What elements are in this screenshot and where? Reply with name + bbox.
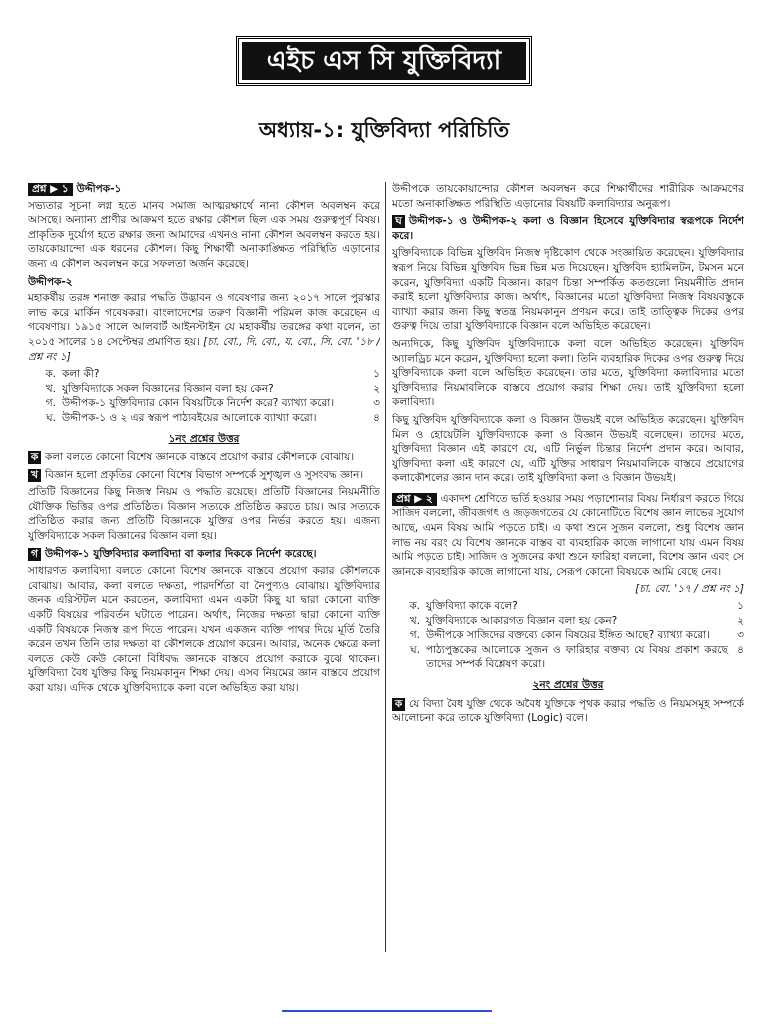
answer-1-gha-para: যুক্তিবিদ্যাকে বিভিন্ন যুক্তিবিদ নিজস্ব দৃষ্টিকোণ থেকে সংজ্ঞায়িত করেছেন। যুক্তিবিদ্যার স্বরূপ নিয়ে বিভিন্ন যুক্তিবিদ ভিন্ন ভিন্ন মত দিয়েছেন। যুক্তিবিদ হ্যামিলটন, টমসন মনে করেন, যুক্তিবিদ্যা একটি বিজ্ঞান। কারণ চিন্তা সম্পর্কিত কতগুলো নিয়মনীতি প্রদান করাই হলো যুক্তিবিদ্যার কাজ। অর্থাৎ, বিজ্ঞানের মতো যুক্তিবিদ্যা নিজস্ব বিষয়বস্তুকে ব্যাখ্যা করার জন্য কিছু স্বতন্ত্র নিয়মকানুন প্রণয়ন করে। তাই তাত্ত্বিক দিকের ওপর গুরুত্ব দিয়ে তারা যুক্তিবিদ্যাকে বিজ্ঞান বলে অভিহিত করেছেন। (392, 247, 744, 333)
subquestion (28, 367, 380, 382)
chapter-heading: অধ্যায়-১: যুক্তিবিদ্যা পরিচিতি (258, 118, 510, 142)
answer-1-kha-body: প্রতিটি বিজ্ঞানের কিছু নিজস্ব নিয়ম ও পদ্ধতি রয়েছে। প্রতিটি বিজ্ঞানের নিয়মনীতি যৌক্তিক ভিত্তির ওপর প্রতিষ্ঠিত। বিজ্ঞান সত্যকে প্রতিষ্ঠিত করতে চায়। আর সত্যকে প্রতিষ্ঠিত করার জন্য প্রতিটি বিজ্ঞানকে যুক্তির ওপর নির্ভর করতে হয়। এজন্য যুক্তিবিদ্যাকে সকল বিজ্ঞানের বিজ্ঞান বলা হয়। (28, 486, 380, 543)
question-1-badge: প্রশ্ন ▶ ১ (28, 183, 73, 196)
stimulus-1-text: সভ্যতার সূচনা লগ্ন হতে মানব সমাজ আত্মরক্ষার্থে নানা কৌশল অবলম্বন করে আসছে। অন্যান্য প্রাণীর আক্রমণ হতে রক্ষার কৌশল ছিল এক সময় গুরুত্বপূর্ণ বিষয়। প্রাকৃতিক দুর্যোগ হতে রক্ষার জন্য আমাদের এখনও নানা কৌশল অবলম্বন করতে হয়। তায়কোয়ান্দো এক ধরনের কৌশল। কিছু শিক্ষার্থী অনাকাঙ্ক্ষিত পরিস্থিতি এড়ানোর জন্য এ কৌশল অবলম্বন করে সফলতা অর্জন করেছে। (28, 199, 380, 270)
footer-link-underline (282, 1010, 492, 1012)
answer-1-gha-para: অন্যদিকে, কিছু যুক্তিবিদ যুক্তিবিদ্যাকে কলা বলে অভিহিত করেছেন। যুক্তিবিদ অ্যালড্রিচ মনে করেন, যুক্তিবিদ্যা হলো কলা। তিনি ব্যবহারিক দিকের ওপর গুরুত্ব দিয়ে যুক্তিবিদ্যাকে কলা বলে অভিহিত করেছেন। তার মতে, যুক্তিবিদ্যা কলাবিদ্যার মতো যুক্তিবিদ্যার নিয়মাবলিকে বাস্তবে প্রয়োগ করার শিক্ষা দেয়। তাই যুক্তিবিদ্যা হলো কলাবিদ্যা। (392, 337, 744, 409)
stimulus-2-body: মহাকর্ষীয় তরঙ্গ শনাক্ত করার পদ্ধতি উদ্ভাবন ও গবেষণার জন্য ২০১৭ সালে পুরস্কার লাভ করে মার্কিন গবেষকরা। বাংলাদেশের তরুণ বিজ্ঞানী পরিমল কাজ করেছেন এ গবেষণায়। ১৯১৫ সালে আলবার্ট আইনস্টাইন যে মহাকর্ষীয় তরঙ্গের কথা বলেন, তা ২০১৫ সালের ১৪ সেপ্টেম্বর প্রমাণিত হয়। (28, 292, 380, 348)
subquestion-mark: ৪ (737, 643, 744, 656)
subquestion (28, 396, 380, 411)
subquestion-text: যুক্তিবিদ্যাকে আকারগত বিজ্ঞান বলা হয় কেন? (426, 614, 618, 627)
stimulus-2-text (28, 291, 380, 364)
subquestion (28, 382, 380, 397)
answer-1-ka (28, 450, 380, 465)
subquestion-mark: ১ (737, 600, 744, 613)
answer-1-heading: ১নং প্রশ্নের উত্তর (168, 432, 240, 445)
question-2-stem (392, 492, 744, 580)
answer-text: যে বিদ্যা বৈধ যুক্তি থেকে অবৈধ যুক্তিকে পৃথক করার পদ্ধতি ও নিয়মসমূহ সম্পর্কে আলোচনা করে তাকে যুক্তিবিদ্যা (Logic) বলে। (392, 697, 744, 725)
subquestion-label: ক. (409, 600, 420, 613)
subquestion-mark: ৪ (373, 411, 380, 424)
subquestion (392, 599, 744, 614)
answer-tag: গ (28, 548, 41, 561)
subquestion-label: ঘ. (46, 411, 56, 424)
answer-tag: খ (28, 469, 41, 482)
answer-tag: ক (28, 451, 41, 464)
answer-lead: উদ্দীপক-১ যুক্তিবিদ্যার কলাবিদ্যা বা কলার দিককে নির্দেশ করেছে। (45, 547, 317, 560)
subquestion-label: গ. (409, 629, 420, 642)
subquestion (392, 628, 744, 643)
question-1-header (28, 182, 380, 197)
subquestion-text: উদ্দীপকে সাজিদের বক্তব্যে কোন বিষয়ের ইঙ্গিত আছে? ব্যাখ্যা করো। (426, 629, 710, 642)
answer-lead: বিজ্ঞান হলো প্রকৃতির কোনো বিশেষ বিভাগ সম্পর্কে সুশৃঙ্খল ও সুসংবদ্ধ জ্ঞান। (45, 468, 364, 481)
question-2-source: [চা. বো. '১৭ / প্রশ্ন নং ১] (635, 583, 744, 596)
question-1-subquestions (28, 367, 380, 425)
subquestion (392, 643, 744, 672)
answer-1-ga (28, 547, 380, 562)
subquestion-text: উদ্দীপক-১ ও ২ এর স্বরূপ পাঠ্যবইয়ের আলোকে ব্যাখ্যা করো। (62, 411, 317, 424)
answer-1-ga-body: সাধারণত কলাবিদ্যা বলতে কোনো বিশেষ জ্ঞানকে বাস্তবে প্রয়োগ করার কৌশলকে বোঝায়। আবার, কলা বলতে দক্ষতা, পারদর্শিতা বা নৈপুণ্যও বোঝায়। যুক্তিবিদ্যার জনক এরিস্টটল মনে করতেন, কলাবিদ্যা এমন একটা কিছু যা দ্বারা কোনো ব্যক্তি একটি বিষয়ের পরিবর্তন ঘটাতে পারেন। অর্থাৎ, নিজের দক্ষতা দ্বারা কোনো ব্যক্তি একটি বিষয়কে নিজস্ব রূপ দিতে পারেন। যখন একজন ব্যক্তি পাথর দিয়ে মূর্তি তৈরি করেন তখন তিনি তার দক্ষতা বা কৌশলকে প্রয়োগ করেন। আবার, অনেক ক্ষেত্রে কলা বলতে কেউ কেউ কোনো বিধিবদ্ধ জ্ঞানকে বাস্তবে প্রয়োগ করাকে বুঝে থাকেন। যুক্তিবিদ্যা বৈধ যুক্তির কিছু নিয়মকানুন শিক্ষা দেয়। এসব নিয়মের জ্ঞান বাস্তবে প্রয়োগ করা যায়। এদিক থেকে যুক্তিবিদ্যাকে কলা বলে অভিহিত করা যায়। (28, 565, 380, 694)
subquestion-mark: ২ (373, 382, 380, 395)
question-2-badge: প্রশ্ন ▶ ২ (392, 493, 437, 506)
subquestion-text: উদ্দীপক-১ যুক্তিবিদ্যার কোন বিষয়টিকে নির্দেশ করে? ব্যাখ্যা করো। (62, 397, 335, 410)
question-2-text: একাদশ শ্রেণিতে ভর্তি হওয়ার সময় পড়াশোনার বিষয় নির্ধারণ করতে গিয়ে সাজিদ বললো, জীবজগৎ ও জড়জগতের যে কোনোটিতে বিশেষ জ্ঞান লাভের সুযোগ আছে, এমন বিষয় আমি পড়তে চাই। এ কথা শুনে সুজন বললো, শুধু বিশেষ জ্ঞান লাভ নয় বরং যে বিশেষ জ্ঞানকে বাস্তব বা ব্যবহারিক কাজে লাগানো যায় এমন বিষয় আমি পড়তে চাই। সাজিদ ও সুজনের কথা শুনে ফারিহা বললো, বিশেষ জ্ঞান এবং সে জ্ঞানকে ব্যবহারিক কাজে লাগানো যায়, সেরূপ কোনো বিষয়কে আমি বেছে নেব। (392, 492, 744, 578)
answer-2-ka (392, 697, 744, 726)
subquestion-label: ক. (45, 368, 56, 381)
subquestion (28, 411, 380, 426)
answer-text: কলা বলতে কোনো বিশেষ জ্ঞানকে বাস্তবে প্রয়োগ করার কৌশলকে বোঝায়। (45, 451, 355, 464)
subquestion-mark: ৩ (737, 629, 744, 642)
subquestion-text: কলা কী? (62, 368, 100, 381)
subquestion-mark: ১ (373, 368, 380, 381)
subquestion-label: গ. (45, 397, 56, 410)
answer-1-gha (392, 214, 744, 243)
answer-tag: ক (392, 698, 405, 711)
subquestion-text: পাঠ্যপুস্তকের আলোকে সুজন ও ফারিহার বক্তব্য যে বিষয় প্রকাশ করছে তাদের সম্পর্ক বিশ্লেষণ করো। (426, 643, 728, 671)
answer-lead: উদ্দীপক-১ ও উদ্দীপক-২ কলা ও বিজ্ঞান হিসেবে যুক্তিবিদ্যার স্বরূপকে নির্দেশ করে। (392, 215, 744, 242)
subquestion (392, 614, 744, 629)
book-title: এইচ এস সি যুক্তিবিদ্যা (242, 42, 526, 80)
stimulus-1-heading: উদ্দীপক-১ (76, 183, 122, 195)
answer-tag: ঘ (392, 215, 405, 228)
left-column (28, 182, 380, 962)
book-title-box (236, 36, 532, 86)
answer-1-gha-para: কিছু যুক্তিবিদ যুক্তিবিদ্যাকে কলা ও বিজ্ঞান উভয়ই বলে অভিহিত করেছেন। যুক্তিবিদ মিল ও হোয়েটলি যুক্তিবিদ্যাকে কলা ও বিজ্ঞান উভয়ই বলেছেন। তাদের মতে, যুক্তিবিদ্যা বিজ্ঞান এই কারণে যে, এটি নির্ভুল চিন্তার নির্দেশ প্রদান করে। আবার, যুক্তিবিদ্যা কলা এই কারণে যে, এটি যুক্তির সাধারণ নিয়মাবলিকে বাস্তবে প্রয়োগের কলাকৌশলের জ্ঞান দান করে। তাই যুক্তিবিদ্যা কলা ও বিজ্ঞান উভয়ই। (392, 413, 744, 485)
column-divider (385, 182, 386, 952)
stimulus-2-heading: উদ্দীপক-২ (28, 275, 73, 288)
answer-2-heading: ২নং প্রশ্নের উত্তর (532, 679, 604, 691)
subquestion-text: যুক্তিবিদ্যাকে সকল বিজ্ঞানের বিজ্ঞান বলা হয় কেন? (62, 382, 274, 395)
subquestion-text: যুক্তিবিদ্যা কাকে বলে? (426, 600, 518, 613)
right-column (392, 182, 744, 962)
answer-1-kha (28, 468, 380, 483)
subquestion-mark: ২ (737, 614, 744, 627)
subquestion-label: খ. (45, 382, 56, 395)
subquestion-label: ঘ. (410, 643, 420, 656)
subquestion-label: খ. (409, 614, 420, 627)
question-2-subquestions (392, 599, 744, 672)
question-1-source: [চা. বো., দি. বো., য. বো., সি. বো. '১৮ / প্রশ্ন নং ১] (28, 335, 380, 363)
subquestion-mark: ৩ (373, 397, 380, 410)
answer-1-ga-continued: উদ্দীপকে তায়কোয়ান্দোর কৌশল অবলম্বন করে শিক্ষার্থীদের শারীরিক আক্রমণের মতো অনাকাঙ্ক্ষিত পরিস্থিতি এড়ানোর বিষয়টি কলাবিদ্যার অনুরূপ। (392, 183, 744, 210)
